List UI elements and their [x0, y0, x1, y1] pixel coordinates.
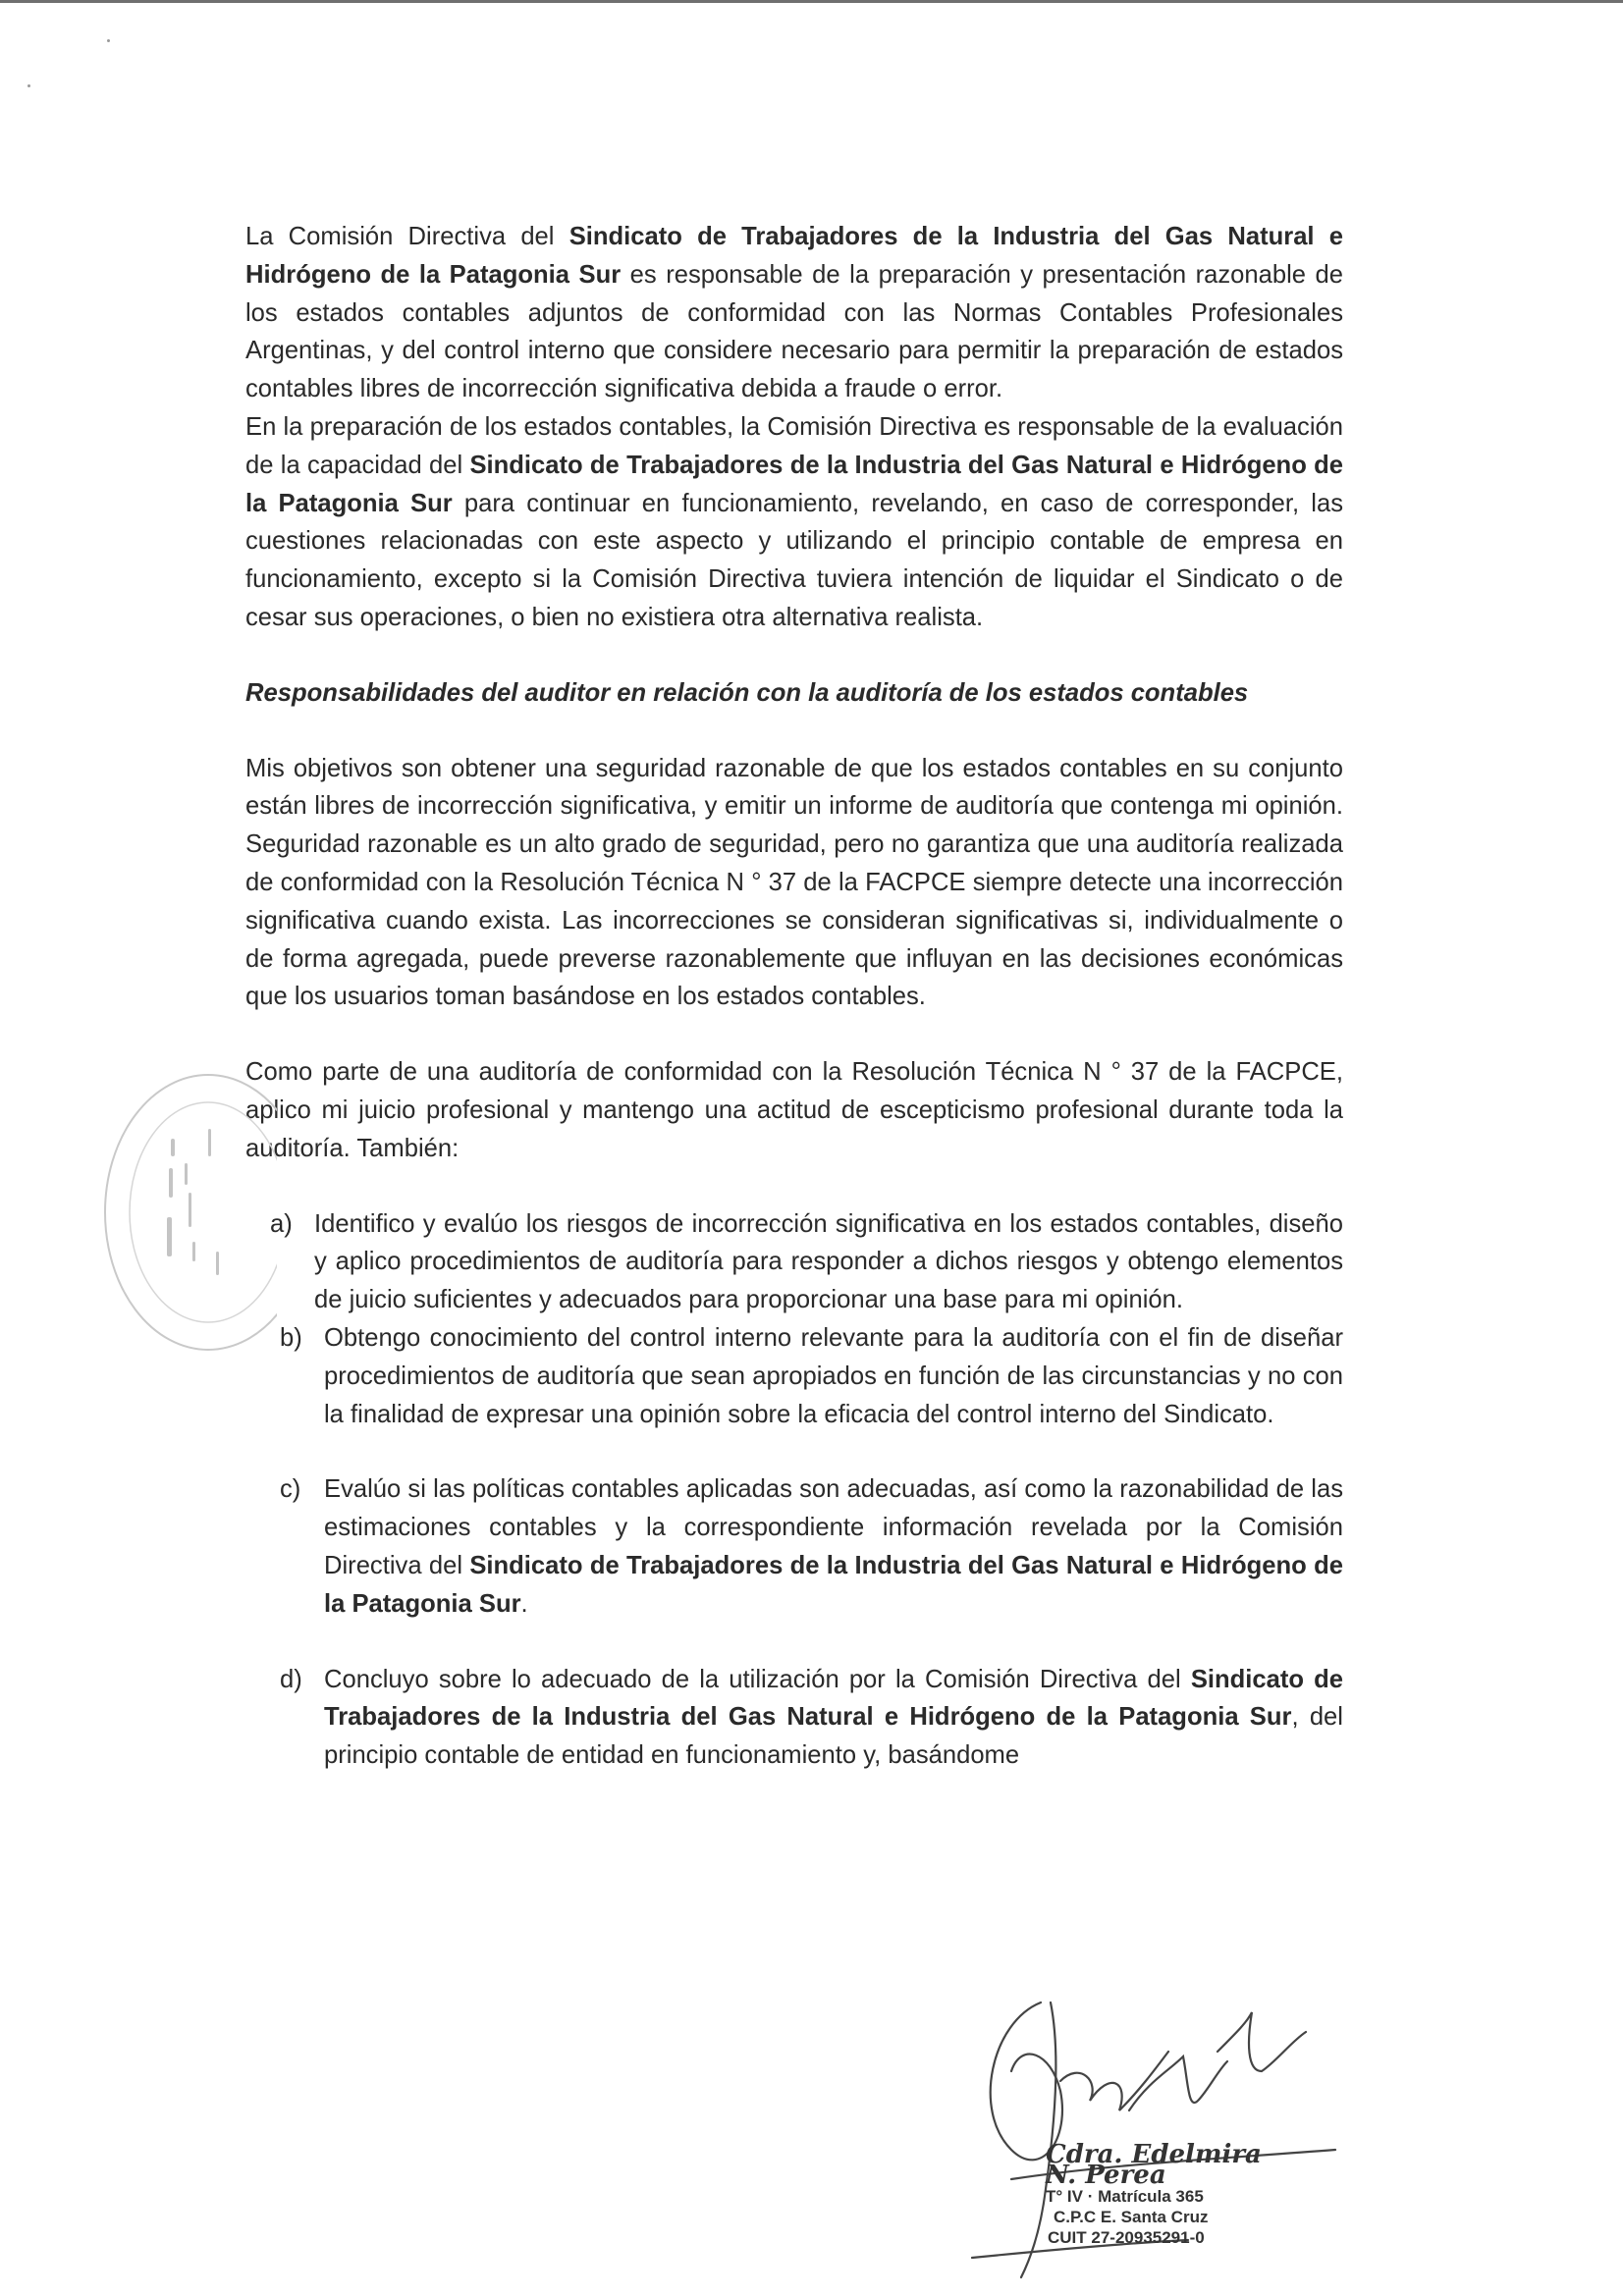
- section-heading: Responsabilidades del auditor en relación con la auditoría de los estados contables: [245, 678, 1249, 707]
- list-item-c: [245, 1470, 1343, 1623]
- list-text: Identifico y evalúo los riesgos de incorrección significativa en los estados contables, diseño y aplico procedimientos de auditoría para responder a dichos riesgos y obtengo elementos de juicio suficientes y adecuados para proporcionar una base para mi opinión.: [314, 1209, 1343, 1314]
- faded-stamp: [90, 1070, 277, 1355]
- list-label: a): [270, 1209, 293, 1238]
- list-label: b): [280, 1323, 302, 1352]
- signer-registration: T° IV · Matrícula 365: [1046, 2187, 1204, 2206]
- list-label: d): [280, 1665, 302, 1693]
- list-item-d: [245, 1661, 1343, 1775]
- document-body: [245, 218, 1343, 1775]
- signer-council: C.P.C E. Santa Cruz: [1054, 2208, 1209, 2226]
- entity-name: Sindicato de Trabajadores de la Industria del Gas Natural e Hidrógeno de la Patagonia Sur: [324, 1551, 1343, 1618]
- entity-name: Sindicato de Trabajadores de la Industria del Gas Natural e Hidrógeno de la Patagonia Sur: [324, 1665, 1344, 1732]
- signer-name: Cdra. Edelmira N. Perea: [1046, 2140, 1262, 2190]
- list-text: Obtengo conocimiento del control interno relevante para la auditoría con el fin de diseñar procedimientos de auditoría que sean apropiados en función de las circunstancias y no con la finalidad de expresar una opinión sobre la eficacia del control interno del Sindicato.: [324, 1323, 1343, 1428]
- scan-speck: [107, 39, 110, 42]
- paragraph-objetivos: Mis objetivos son obtener una seguridad razonable de que los estados contables en su conjunto están libres de incorrección significativa, y emitir un informe de auditoría que contenga mi opinión. Seguridad razonable es un alto grado de seguridad, pero no garantiza que una auditoría realizada de conformidad con la Resolución Técnica N ° 37 de la FACPCE siempre detecte una incorrección significativa cuando exista. Las incorrecciones se consideran significativas si, individualmente o de forma agregada, puede preverse razonablemente que influyan en las decisiones económicas que los usuarios toman basándose en los estados contables.: [245, 754, 1343, 1011]
- list-text: Concluyo sobre lo adecuado de la utilización por la Comisión Directiva del Sindicato de Trabajadores de la Industria del Gas Natural e Hidrógeno de la Patagonia Sur, del principio contable de entidad en funcionamiento y, basándome: [324, 1665, 1344, 1770]
- list-label: c): [280, 1475, 301, 1504]
- page-top-edge: [0, 0, 1623, 3]
- signer-cuit: CUIT 27-20935291-0: [1048, 2228, 1205, 2247]
- list-item-b: [245, 1319, 1343, 1433]
- signature-block: [1046, 2140, 1301, 2248]
- list-item-a: [245, 1205, 1343, 1319]
- entity-name: Sindicato de Trabajadores de la Industria del Gas Natural e Hidrógeno de la Patagonia Sur: [245, 451, 1343, 517]
- list-text: Evalúo si las políticas contables aplicadas son adecuadas, así como la razonabilidad de las estimaciones contables y la correspondiente información revelada por la Comisión Directiva del Sindicato de Trabajadores de la Industria del Gas Natural e Hidrógeno de la Patagonia Sur.: [324, 1475, 1343, 1618]
- paragraph-responsabilidad-comision: La Comisión Directiva del Sindicato de Trabajadores de la Industria del Gas Natural e Hidrógeno de la Patagonia Sur es responsable de la preparación y presentación razonable de los estados contables adjuntos de conformidad con las Normas Contables Profesionales Argentinas, y del control interno que considere necesario para permitir la preparación de estados contables libres de incorrección significativa debida a fraude o error.: [245, 223, 1343, 403]
- scan-speck: [27, 84, 30, 87]
- paragraph-como-parte: Como parte de una auditoría de conformidad con la Resolución Técnica N ° 37 de la FACPCE, aplico mi juicio profesional y mantengo una actitud de escepticismo profesional durante toda la auditoría. También:: [245, 1058, 1343, 1162]
- paragraph-empresa-en-funcionamiento: En la preparación de los estados contables, la Comisión Directiva es responsable de la evaluación de la capacidad del Sindicato de Trabajadores de la Industria del Gas Natural e Hidrógeno de la Patagonia Sur para continuar en funcionamiento, revelando, en caso de corresponder, las cuestiones relacionadas con este aspecto y utilizando el principio contable de empresa en funcionamiento, excepto si la Comisión Directiva tuviera intención de liquidar el Sindicato o de cesar sus operaciones, o bien no existiera otra alternativa realista.: [245, 412, 1343, 631]
- entity-name: Sindicato de Trabajadores de la Industria del Gas Natural e Hidrógeno de la Patagonia Sur: [245, 223, 1343, 289]
